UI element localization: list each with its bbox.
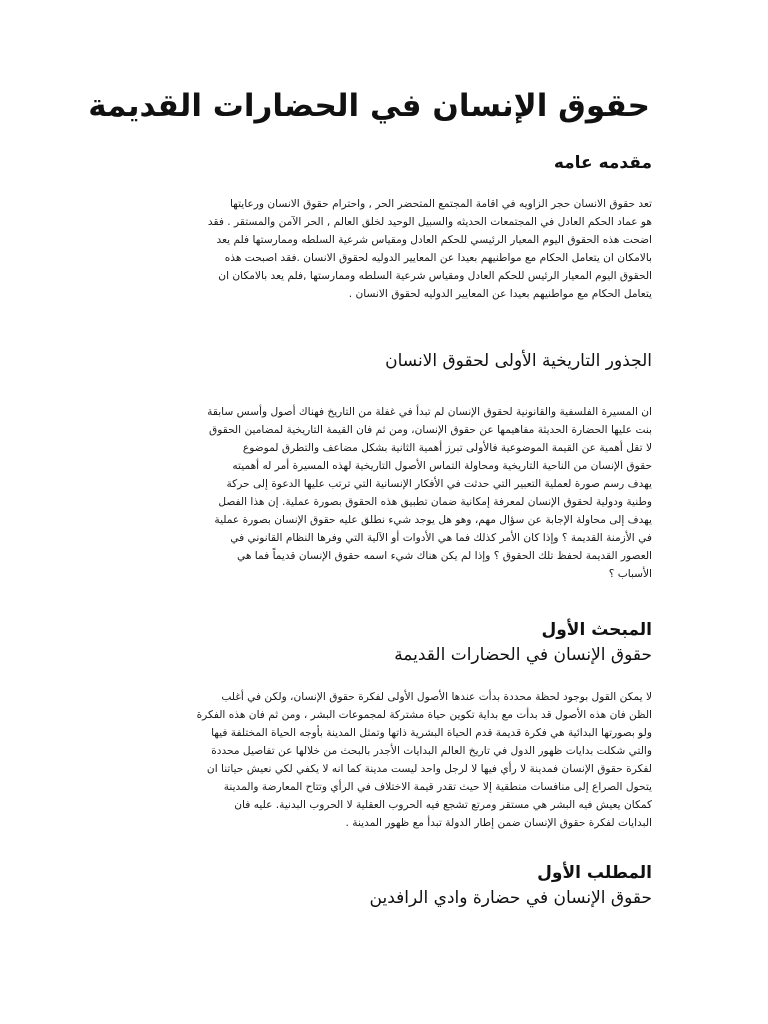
paragraph-line: البدايات لفكرة حقوق الإنسان ضمن إطار الدولة تبدأ مع ظهور المدينة . xyxy=(345,817,652,829)
subchapter-subheading: حقوق الإنسان في حضارة وادي الرافدين xyxy=(369,888,652,908)
paragraph-line: اضحت هذه الحقوق اليوم المعيار الرئيسي للحكم العادل ومقياس شرعية السلطه وممارستها فلم يعد xyxy=(216,234,652,246)
paragraph-line: يتحول الصراع إلى منافسات منطقية إلا حيث تقدر قيمة الاختلاف في الرأي وتتاح المعارضة والمدينة xyxy=(223,781,652,793)
chapter-heading: المبحث الأول xyxy=(541,620,652,640)
paragraph-line: الأسباب ؟ xyxy=(608,568,652,580)
paragraph-line: بالامكان ان يتعامل الحكام مع مواطنيهم بعيدا عن المعايير الدوليه لحقوق الانسان .فقد اصبحت هذه xyxy=(224,252,652,264)
paragraph-line: يتعامل الحكام مع مواطنيهم بعيدا عن المعايير الدوليه لحقوق الانسان . xyxy=(348,288,652,300)
document-title: حقوق الإنسان في الحضارات القديمة xyxy=(88,88,650,124)
intro-paragraph xyxy=(122,195,652,303)
subchapter-heading: المطلب الأول xyxy=(537,863,652,883)
paragraph-line: ان المسيرة الفلسفية والقانونية لحقوق الإنسان لم تبدأ في غفلة من التاريخ فهناك أصول وأسس سابقة xyxy=(207,406,652,418)
paragraph-line: تعد حقوق الانسان حجر الزاويه في اقامة المجتمع المتحضر الحر , واحترام حقوق الانسان ورعايتها xyxy=(229,198,652,210)
paragraph-line: لفكرة حقوق الإنسان فمدينة لا رأي فيها لا لرجل واحد ليست مدينة كما انه لا يكفي لكي نعيش حياتنا ان xyxy=(206,763,652,775)
paragraph-line: الظن فان هذه الأصول قد بدأت مع بداية تكوين حياة مشتركة لمجموعات البشر ، ومن ثم فان هذه الفكرة xyxy=(196,709,652,721)
paragraph-line: وطنية ودولية لحقوق الإنسان لمعرفة إمكانية ضمان تطبيق هذه الحقوق بصورة عملية. إن هذا الفصل xyxy=(218,496,652,508)
paragraph-line: في الأزمنة القديمة ؟ وإذا كان الأمر كذلك فما هي الأدوات أو الآلية التي وفرها النظام القانوني في xyxy=(230,532,652,544)
paragraph-line: يهدف إلى محاولة الإجابة عن سؤال مهم، وهو هل يوجد شيء نطلق عليه حقوق الإنسان بصورة عملية xyxy=(214,514,652,526)
chapter-paragraph xyxy=(122,688,652,832)
paragraph-line: لا تقل أهمية عن القيمة الموضوعية فالأولى تبرز أهمية الثانية بشكل مضاعف والتطرق لموضوع xyxy=(242,442,652,454)
chapter-subheading: حقوق الإنسان في الحضارات القديمة xyxy=(394,645,652,665)
paragraph-line: حقوق الإنسان من الناحية التاريخية ومحاولة التماس الأصول التاريخية لهذه المسيرة أمر له أهميته xyxy=(232,460,652,472)
paragraph-line: الحقوق اليوم المعيار الرئيس للحكم العادل ومقياس شرعية السلطه وممارستها ,فلم يعد بالامكان ان xyxy=(218,270,652,282)
paragraph-line: يهدف رسم صورة لعملية التعبير التي حدثت في الأفكار الإنسانية التي ترتب عليها الدعوة إلى حركة xyxy=(226,478,652,490)
paragraph-line: العصور القديمة لحفظ تلك الحقوق ؟ وإذا لم يكن هناك شيء اسمه حقوق الإنسان قديماً فما هي xyxy=(237,550,652,562)
intro-heading: مقدمه عامه xyxy=(553,153,652,173)
paragraph-line: بنت عليها الحضارة الحديثة مفاهيمها عن حقوق الإنسان، ومن ثم فان القيمة التاريخية لمضامين الحقوق xyxy=(209,424,652,436)
paragraph-line: لا يمكن القول بوجود لحظة محددة بدأت عندها الأصول الأولى لفكرة حقوق الإنسان، ولكن في أغلب xyxy=(221,691,652,703)
paragraph-line: كمكان يعيش فيه البشر هي مستقر ومرتع تشجع فيه الحروب العقلية لا الحروب البدنية. عليه فان xyxy=(234,799,652,811)
paragraph-line: والتي شكلت بدايات ظهور الدول في تاريخ العالم البدايات الأجدر بالبحث من خلالها عن تفاصيل محددة xyxy=(211,745,652,757)
paragraph-line: ولو بصورتها البدائية هي فكرة قديمة قدم الحياة البشرية ذاتها وتمثل المدينة بأوجه الحياة المختلفة فيها xyxy=(211,727,652,739)
section-heading: الجذور التاريخية الأولى لحقوق الانسان xyxy=(385,351,652,371)
section-paragraph xyxy=(122,403,652,583)
paragraph-line: هو عماد الحكم العادل في المجتمعات الحديثه والسبيل الوحيد لخلق العالم , الحر الآمن والمستقر . فقد xyxy=(207,216,652,228)
